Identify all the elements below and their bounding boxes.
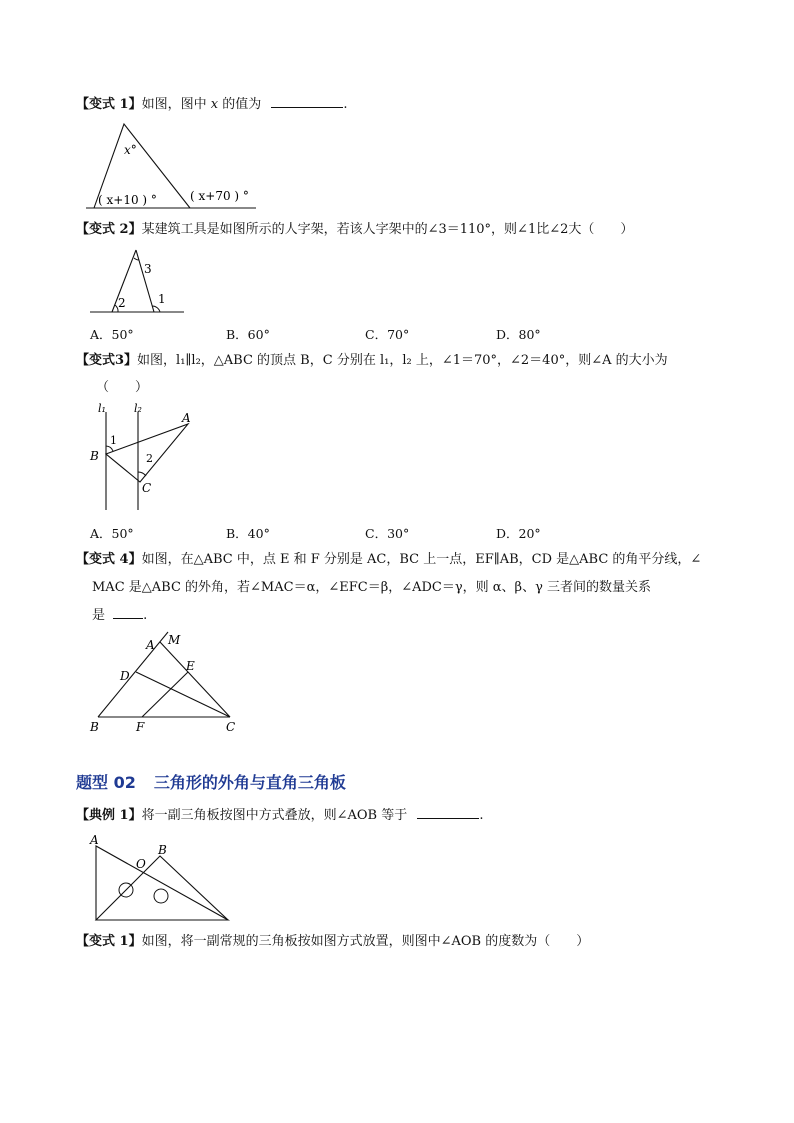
ex1-text: 将一副三角板按图中方式叠放，则∠AOB 等于 — [141, 808, 408, 823]
q2-text: 某建筑工具是如图所示的人字架，若该人字架中的∠3＝110°，则∠1比∠2大（ ） — [141, 222, 634, 237]
q1-text-after: 的值为 — [222, 97, 262, 112]
q3-option-b[interactable]: B．40° — [226, 526, 270, 541]
q1-tag: 【变式 1】 — [76, 97, 142, 112]
q2-tag: 【变式 2】 — [76, 222, 142, 237]
q2-label-1: 1 — [158, 292, 166, 306]
q3-paren: （ ） — [96, 380, 149, 395]
q4-line1 — [76, 551, 701, 569]
q4-side-ba-extended — [98, 632, 168, 717]
q1-text-before: 如图，图中 — [141, 97, 207, 112]
q4-label-a: A — [146, 638, 155, 652]
ex1-hole-right — [154, 889, 168, 903]
ex1-label-a: A — [90, 833, 99, 847]
ex1-answer-blank[interactable] — [417, 806, 479, 819]
q4-label-c: C — [226, 720, 236, 734]
q2-right-leg — [136, 250, 154, 312]
q1-end: . — [343, 97, 348, 112]
q3-label-b: B — [90, 449, 99, 463]
q4-text-line1: 如图，在△ABC 中，点 E 和 F 分别是 AC，BC 上一点，EF∥AB，CD 是△ABC 的角平分线，∠ — [141, 552, 702, 567]
q1-left-label: ( x+10 ) ° — [98, 193, 157, 207]
q4-triangle-figure — [88, 632, 248, 732]
q5-tag: 【变式 1】 — [76, 934, 142, 949]
q4-segment-cd — [136, 672, 230, 717]
ex1-end: . — [479, 808, 484, 823]
q4-answer-blank[interactable] — [113, 606, 143, 619]
q3-label-l1: l₁ — [98, 402, 106, 415]
q3-parallel-figure — [88, 404, 208, 514]
q4-text-line3: 是 — [92, 608, 106, 623]
q4-label-e: E — [186, 659, 195, 673]
q3-label-angle2: 2 — [146, 452, 153, 465]
q3-line — [76, 352, 668, 370]
q4-side-ac — [160, 642, 230, 717]
q4-end: . — [143, 608, 148, 623]
q3-label-a: A — [182, 411, 191, 425]
q1-answer-blank[interactable] — [271, 95, 343, 108]
q5-text: 如图，将一副常规的三角板按如图方式放置，则图中∠AOB 的度数为（ ） — [141, 934, 590, 949]
section-number: 题型 02 — [76, 773, 136, 792]
section-title: 三角形的外角与直角三角板 — [153, 773, 346, 792]
q3-label-l2: l₂ — [134, 402, 142, 415]
q3-label-c: C — [142, 481, 152, 495]
q2-option-b[interactable]: B．60° — [226, 327, 270, 342]
q5-line — [76, 933, 589, 951]
q1-top-label: x° — [124, 143, 137, 157]
q2-option-a[interactable]: A．50° — [90, 327, 134, 342]
q3-option-d[interactable]: D．20° — [496, 526, 541, 541]
ex1-set-squares-figure — [88, 832, 238, 924]
q4-label-m: M — [168, 633, 181, 647]
q3-tag: 【变式3】 — [76, 353, 138, 368]
section-heading — [76, 770, 364, 793]
q1-line — [76, 95, 348, 114]
q2-option-c[interactable]: C．70° — [365, 327, 410, 342]
q2-option-d[interactable]: D．80° — [496, 327, 541, 342]
q1-right-label: ( x+70 ) ° — [190, 189, 249, 203]
q1-triangle-figure — [86, 120, 286, 210]
q4-label-f: F — [136, 720, 145, 734]
q2-line — [76, 221, 633, 239]
q4-tag: 【变式 4】 — [76, 552, 142, 567]
q3-text: 如图，l₁∥l₂，△ABC 的顶点 B，C 分别在 l₁，l₂ 上，∠1＝70°，∠2＝40°，则∠A 的大小为 — [137, 353, 668, 368]
q3-option-a[interactable]: A．50° — [90, 526, 134, 541]
ex1-line — [76, 806, 483, 825]
ex1-tag: 【典例 1】 — [76, 808, 142, 823]
q4-text-line2: MAC 是△ABC 的外角，若∠MAC＝α，∠EFC＝β，∠ADC＝γ，则 α、β、γ 三者间的数量关系 — [92, 580, 651, 595]
q4-label-b: B — [90, 720, 99, 734]
q2-label-3: 3 — [144, 262, 152, 276]
ex1-label-b: B — [158, 843, 167, 857]
q4-label-d: D — [120, 669, 130, 683]
q4-line3 — [92, 606, 147, 625]
q3-label-angle1: 1 — [110, 434, 117, 447]
ex1-label-o: O — [136, 857, 146, 871]
ex1-small-set-square — [96, 856, 228, 920]
ex1-large-set-square — [96, 846, 228, 920]
q3-option-c[interactable]: C．30° — [365, 526, 410, 541]
q2-ladder-figure — [88, 248, 188, 316]
q2-label-2: 2 — [118, 296, 126, 310]
q1-var: x — [210, 97, 219, 112]
